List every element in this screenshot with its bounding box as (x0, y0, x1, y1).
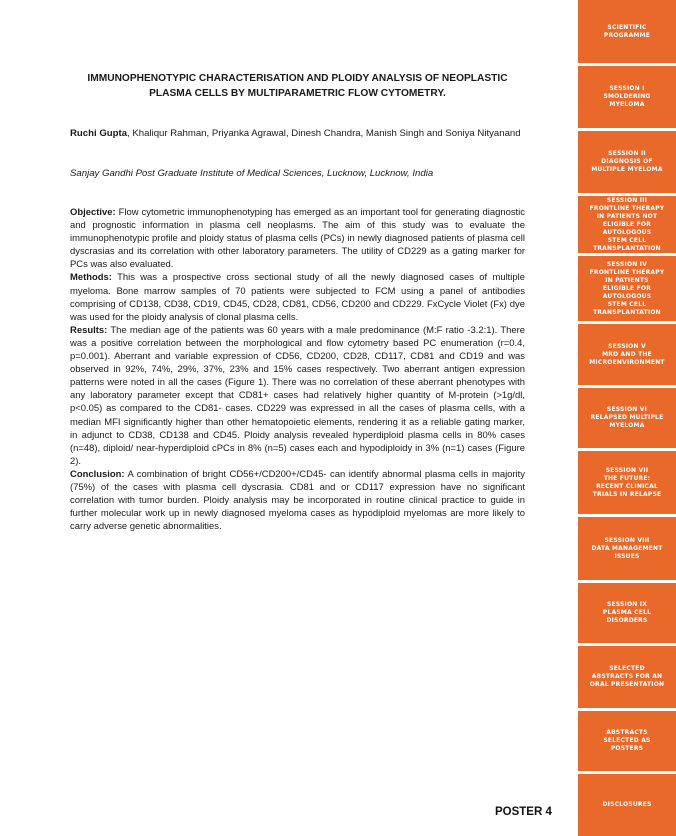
section-text: A combination of bright CD56+/CD200+/CD45- can identify abnormal plasma cells in majority (75%) of the cases with plasma cell dyscrasia. CD81 and or CD117 expression have no significant correlation with tumor burden. Ploidy analysis may be incorporated in routine clinical practice to guide in further molecular work up in newly diagnosed myeloma cases as hypodiploid myelomas are more likely to carry adverse genetic abnormalities. (70, 468, 525, 533)
section-label: Methods: (70, 272, 112, 284)
co-authors: , Khaliqur Rahman, Priyanka Agrawal, Dinesh Chandra, Manish Singh and Soniya Nityanand (127, 128, 521, 139)
tab-session-1[interactable]: SESSION I SMOLDERING MYELOMA (578, 66, 676, 128)
objective-paragraph (70, 206, 525, 271)
tab-session-4[interactable]: SESSION IV FRONTLINE THERAPY IN PATIENTS ELIGIBLE FOR AUTOLOGOUS STEM CELL TRANSPLANTATION (578, 256, 676, 321)
tab-session-5[interactable]: SESSION V MRD AND THE MICROENVIRONMENT (578, 324, 676, 385)
methods-paragraph (70, 271, 525, 323)
affiliation: Sanjay Gandhi Post Graduate Institute of Medical Sciences, Lucknow, Lucknow, India (70, 168, 434, 179)
section-navigation (578, 0, 676, 836)
section-text: Flow cytometric immunophenotyping has emerged as an important tool for generating diagnostic and prognostic information in plasma cell neoplasms. The aim of this study was to evaluate the immunophenotypic profile and ploidy status of plasma cells (PCs) in newly diagnosed patients of plasma cell dyscrasias and its correlation with other laboratory parameters. The utility of CD229 as a gating marker for PCs was also evaluated. (70, 207, 525, 271)
section-text: This was a prospective cross sectional study of all the newly diagnosed cases of multiple myeloma. Bone marrow samples of 70 patients were subjected to FCM using a panel of antibodies comprising of CD138, CD38, CD19, CD45, CD28, CD81, CD56, CD200 and CD229. FxCycle Violet (Fx) dye was used for the ploidy analysis of clonal plasma cells. (70, 272, 525, 323)
tab-disclosures[interactable]: DISCLOSURES (578, 774, 676, 836)
results-paragraph (70, 324, 525, 468)
tab-session-2[interactable]: SESSION II DIAGNOSIS OF MULTIPLE MYELOMA (578, 131, 676, 193)
conclusion-paragraph (70, 468, 525, 533)
abstract-body (70, 206, 525, 533)
poster-number: POSTER 4 (495, 806, 552, 818)
section-label: Objective: (70, 207, 116, 218)
paper-title: IMMUNOPHENOTYPIC CHARACTERISATION AND PLOIDY ANALYSIS OF NEOPLASTIC PLASMA CELLS BY MULTIPARAMETRIC FLOW CYTOMETRY. (87, 73, 508, 99)
tab-session-8[interactable]: SESSION VIII DATA MANAGEMENT ISSUES (578, 517, 676, 580)
tab-scientific-programme[interactable]: SCIENTIFIC PROGRAMME (578, 0, 676, 63)
first-author: Ruchi Gupta (70, 128, 128, 139)
tab-poster-abstracts[interactable]: ABSTRACTS SELECTED AS POSTERS (578, 711, 676, 771)
tab-session-9[interactable]: SESSION IX PLASMA CELL DISORDERS (578, 583, 676, 643)
author-list (70, 127, 525, 141)
tab-session-3[interactable]: SESSION III FRONTLINE THERAPY IN PATIENTS NOT ELIGIBLE FOR AUTOLOGOUS STEM CELL TRANSPLANTATION (578, 196, 676, 253)
section-label: Results: (70, 324, 108, 336)
section-label: Conclusion: (70, 468, 125, 480)
tab-session-7[interactable]: SESSION VII THE FUTURE: RECENT CLINICAL TRIALS IN RELAPSE (578, 451, 676, 514)
tab-session-6[interactable]: SESSION VI RELAPSED MULTIPLE MYELOMA (578, 388, 676, 448)
section-text: The median age of the patients was 60 years with a male predominance (M:F ratio -3.2:1). There was a positive correlation between the morphological and flow cytometry based PC enumeration (r=0.4, p=0.001). Aberrant and variable expression of CD56, CD200, CD28, CD117, CD81 and CD19 and was observed in 92%, 74%, 29%, 37%, 23% and 15% cases respectively. Two aberrant antigen expression patterns were noted in all the cases (Figure 1). There was no correlation of these aberrant phenotypes with any laboratory parameter except that CD81+ cases had relatively higher quantity of M-protein (>1g/dl, p<0.05) as compared to the CD81- cases. CD229 was expressed in all the cases of plasma cells, with a median MFI significantly higher than other hematopoietic elements, rendering it as a reliable gating marker, in adjunct to CD38, CD138 and CD45. Ploidy analysis revealed hyperdiploid plasma cells in 80% cases (n=48), diploid/ near-hyperdiploid cPCs in 8% (n=5) cases each and hypodiploidy in 3% (n=1) cases (Figure 2). (70, 324, 525, 467)
tab-oral-abstracts[interactable]: SELECTED ABSTRACTS FOR AN ORAL PRESENTATION (578, 646, 676, 708)
